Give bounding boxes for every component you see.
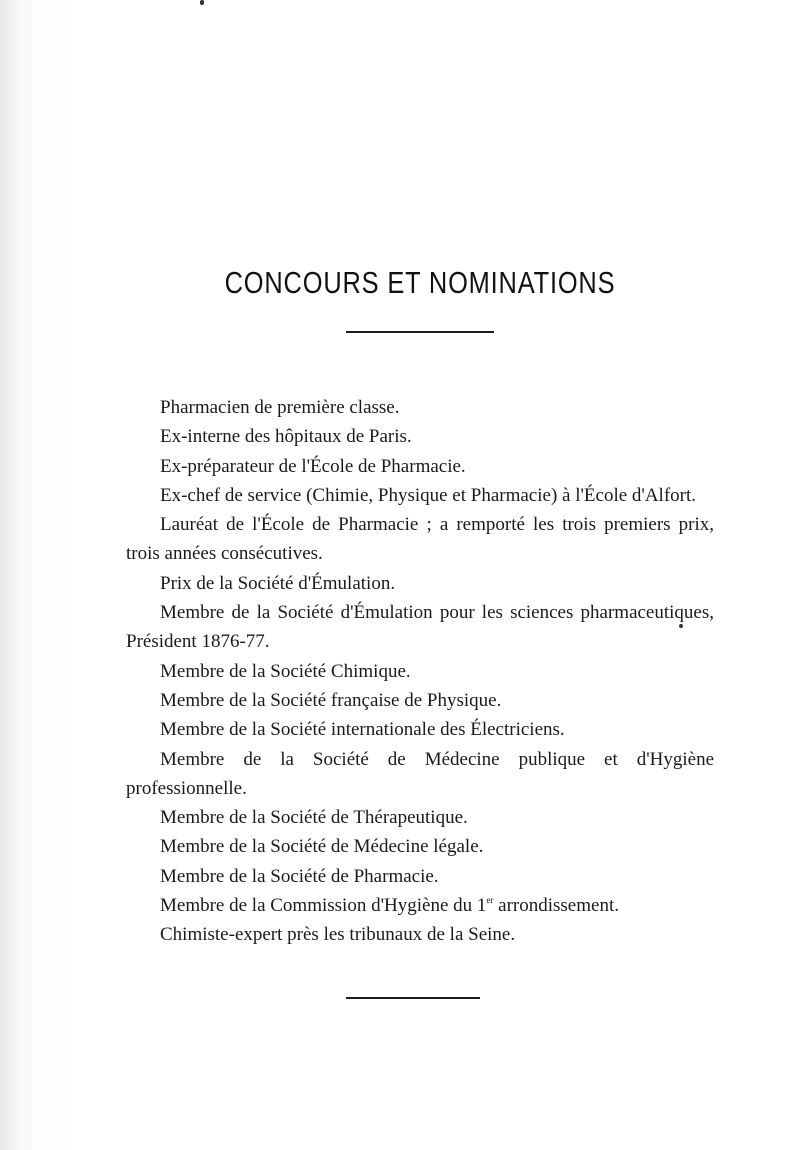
page-title: CONCOURS ET NOMINATIONS <box>224 264 616 300</box>
list-item: Membre de la Société de Thérapeutique. <box>160 807 468 829</box>
ink-speck <box>200 0 204 5</box>
list-item-commission <box>126 891 714 920</box>
list-item: Membre de la Société Chimique. <box>160 660 411 682</box>
ordinal-superscript: er <box>486 895 494 906</box>
list-item: Membre de la Société de Médecine publique et d'Hygiène professionnelle. <box>126 748 714 799</box>
list-item: Membre de la Société de Médecine légale. <box>160 836 484 858</box>
title-rule <box>346 331 494 333</box>
list-item: Ex-préparateur de l'École de Pharmacie. <box>160 455 466 477</box>
list-item: Lauréat de l'École de Pharmacie ; a remporté les trois premiers prix, trois années consécutives. <box>126 514 714 565</box>
list-item: Membre de la Société française de Physique. <box>160 689 502 711</box>
closing-rule <box>346 997 480 999</box>
list-item: Membre de la Société internationale des Électriciens. <box>160 719 565 741</box>
nominations-list <box>126 393 714 950</box>
list-item: Membre de la Société de Pharmacie. <box>160 865 439 887</box>
list-item: Membre de la Société d'Émulation pour les sciences pharmaceutiques, Président 1876-77. <box>126 602 714 653</box>
list-item: Ex-chef de service (Chimie, Physique et Pharmacie) à l'École d'Alfort. <box>160 484 697 506</box>
list-item: Pharmacien de première classe. <box>160 397 400 418</box>
list-item: Prix de la Société d'Émulation. <box>160 572 396 594</box>
list-item: Chimiste-expert près les tribunaux de la Seine. <box>160 924 516 946</box>
list-item: Ex-interne des hôpitaux de Paris. <box>160 426 412 448</box>
commission-text-end: arrondissement. <box>493 895 619 917</box>
commission-text: Membre de la Commission d'Hygiène du 1 <box>160 895 487 917</box>
